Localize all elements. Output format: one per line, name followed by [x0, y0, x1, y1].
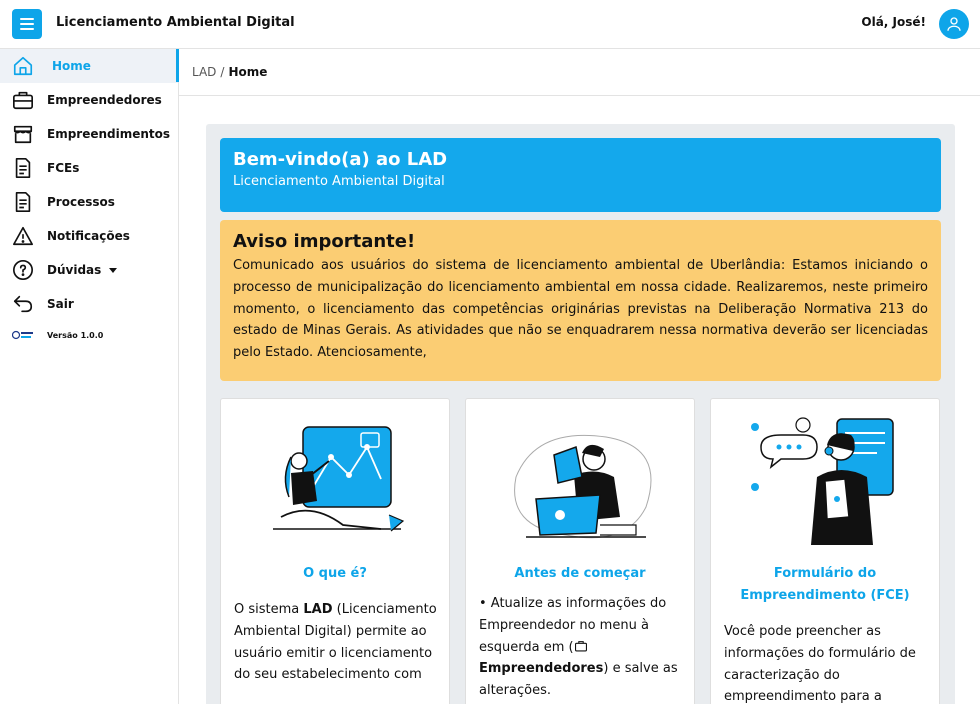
breadcrumb [179, 49, 980, 96]
top-bar [0, 0, 980, 49]
sidebar-item-sair[interactable] [0, 287, 178, 321]
version-label: Versão 1.0.0 [47, 330, 104, 340]
info-card-before-start [465, 398, 695, 704]
info-card-fce [710, 398, 940, 704]
briefcase-icon [574, 640, 588, 652]
card-title: Antes de começar [514, 566, 646, 581]
important-notice [220, 220, 941, 381]
question-icon [12, 259, 34, 281]
welcome-subtitle: Licenciamento Ambiental Digital [233, 174, 445, 189]
sidebar-item-label: Processos [47, 195, 115, 209]
sidebar-item-duvidas[interactable] [0, 253, 178, 287]
company-logo-icon [12, 329, 34, 341]
user-icon [945, 15, 963, 33]
card-title: Formulário do Empreendimento (FCE) [740, 566, 910, 603]
sidebar-item-label: Empreendimentos [47, 127, 171, 141]
breadcrumb-accent-bar [176, 49, 179, 82]
sidebar [0, 49, 179, 704]
document-icon [12, 157, 34, 179]
version-info [0, 321, 178, 349]
sidebar-item-label: Empreendedores [47, 93, 162, 107]
woman-presenting-chart-illustration [251, 417, 421, 547]
store-icon [12, 123, 34, 145]
back-arrow-icon [12, 293, 34, 315]
sidebar-item-empreendimentos[interactable] [0, 117, 178, 151]
card-text-prefix: O sistema [234, 602, 304, 617]
sidebar-item-label: FCEs [47, 161, 80, 175]
sidebar-item-home[interactable] [0, 49, 178, 83]
sidebar-item-fces[interactable] [0, 151, 178, 185]
sidebar-item-empreendedores[interactable] [0, 83, 178, 117]
sidebar-item-label: Notificações [47, 229, 130, 243]
sidebar-item-notificacoes[interactable] [0, 219, 178, 253]
woman-with-form-illustration [741, 417, 911, 547]
sidebar-item-processos[interactable] [0, 185, 178, 219]
app-title: Licenciamento Ambiental Digital [56, 15, 295, 30]
menu-line [20, 23, 34, 25]
man-with-laptop-illustration [496, 417, 666, 547]
hamburger-menu-button[interactable] [12, 9, 42, 39]
breadcrumb-root-link[interactable]: LAD [192, 65, 217, 79]
notice-title: Aviso importante! [233, 231, 416, 252]
main-content [179, 97, 980, 704]
card-text [234, 599, 440, 686]
card-text-bold: Empreendedores [479, 661, 604, 677]
breadcrumb-separator: / [220, 65, 225, 79]
menu-line [20, 18, 34, 20]
welcome-title: Bem-vindo(a) ao LAD [233, 149, 448, 170]
welcome-banner [220, 138, 941, 212]
card-text-bold: LAD [303, 602, 333, 617]
user-avatar-button[interactable] [939, 9, 969, 39]
card-text [479, 593, 685, 702]
notice-text: Comunicado aos usuários do sistema de licenciamento ambiental de Uberlândia: Estamos iniciando o processo de municipalização do licenciamento ambiental em nossa cidade. Realizaremos, neste primeiro momento, o licenciamento das competências originárias previstas na Deliberação Normativa 213 do estado de Minas Gerais. As atividades que não se enquadrarem nessa normativa deverão ser licenciadas pelo Estado. Atenciosamente, [233, 258, 928, 361]
briefcase-icon [12, 89, 34, 111]
user-greeting: Olá, José! [861, 15, 926, 29]
menu-line [20, 28, 34, 30]
card-text-prefix: • Atualize as informações do Empreendedor no menu à esquerda em ( [479, 596, 667, 655]
card-text-rest: (Licenciamento Ambiental Digital) permite ao usuário emitir o licenciamento do seu estabelecimento com [234, 602, 437, 683]
card-text: Você pode preencher as informações do formulário de caracterização do empreendimento para a [724, 624, 916, 704]
card-text-rest: ) e salve as alterações. [479, 661, 678, 699]
info-card-what-is [220, 398, 450, 704]
sidebar-item-label: Home [52, 59, 91, 73]
breadcrumb-current: Home [228, 65, 268, 79]
warning-icon [12, 225, 34, 247]
chevron-down-icon [109, 268, 117, 273]
sidebar-item-label: Sair [47, 297, 74, 311]
document-icon [12, 191, 34, 213]
home-icon [12, 55, 34, 77]
card-title: O que é? [303, 566, 367, 581]
content-panel [206, 124, 955, 704]
sidebar-item-label: Dúvidas [47, 263, 102, 277]
